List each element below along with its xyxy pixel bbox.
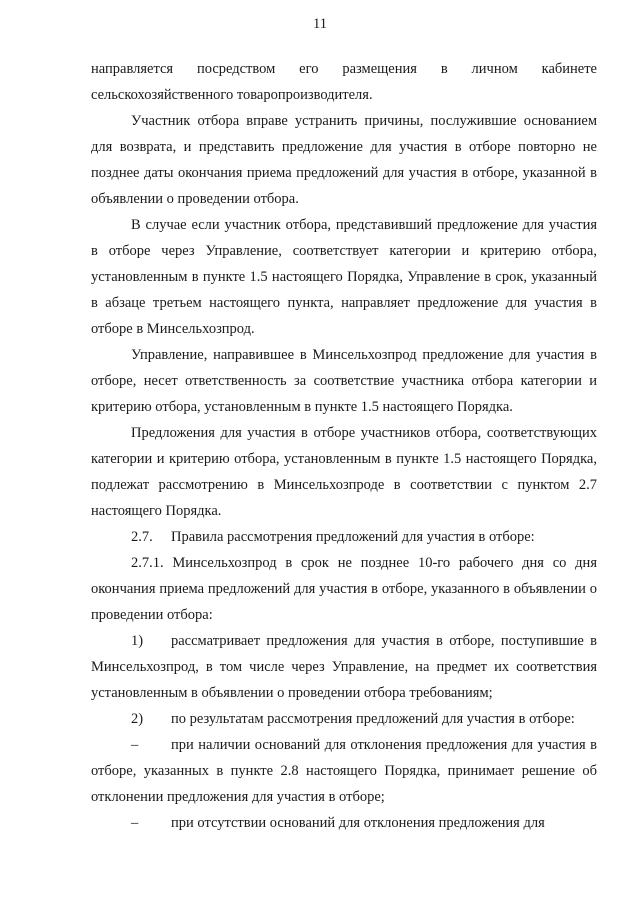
dash-item-no-grounds: [91, 810, 597, 836]
section-title: Правила рассмотрения предложений для участия в отборе:: [171, 529, 535, 545]
list-item-1: [91, 628, 597, 706]
page-body: [91, 56, 597, 836]
paragraph-proposals-review: Предложения для участия в отборе участников отбора, соответствующих категории и критерию отбора, установленным в пункте 1.5 настоящего Порядка, подлежат рассмотрению в Минсельхозпроде в соответствии с пунктом 2.7 настоящего Порядка.: [91, 425, 597, 519]
dash-marker: –: [131, 815, 139, 831]
section-heading-2-7: [91, 524, 597, 550]
list-item-2: [91, 706, 597, 732]
list-marker: 1): [131, 633, 144, 649]
page-number: 11: [313, 16, 327, 32]
list-marker: 2): [131, 711, 144, 727]
paragraph-resubmission: Участник отбора вправе устранить причины, послужившие основанием для возврата, и представить предложение для участия в отборе повторно не позднее даты окончания приема предложений для участия в отборе, указанной в объявлении о проведении отбора.: [91, 113, 597, 207]
dash-item-text: при отсутствии оснований для отклонения предложения для: [171, 815, 545, 831]
list-item-text: рассматривает предложения для участия в отборе, поступившие в Минсельхозпрод, в том числе через Управление, на предмет их соответствия установленным в объявлении о проведении отбора требованиям;: [91, 633, 597, 701]
dash-marker: –: [131, 737, 139, 753]
paragraph-directorate-responsibility: Управление, направившее в Минсельхозпрод предложение для участия в отборе, несет ответственность за соответствие участника отбора категории и критерию отбора, установленным в пункте 1.5 настоящего Порядка.: [91, 347, 597, 415]
paragraph-2-7-1: 2.7.1. Минсельхозпрод в срок не позднее 10-го рабочего дня со дня окончания приема предложений для участия в отборе, указанного в объявлении о проведении отбора:: [91, 555, 597, 623]
dash-item-text: при наличии оснований для отклонения предложения для участия в отборе, указанных в пункте 2.8 настоящего Порядка, принимает решение об отклонении предложения для участия в отборе;: [91, 737, 597, 805]
dash-item-rejection: [91, 732, 597, 810]
paragraph-directorate-forwarding: В случае если участник отбора, представивший предложение для участия в отборе через Управление, соответствует категории и критерию отбора, установленным в пункте 1.5 настоящего Порядка, Управление в срок, указанный в абзаце третьем настоящего пункта, направляет предложение для участия в отборе в Минсельхозпрод.: [91, 217, 597, 337]
section-number: 2.7.: [131, 529, 153, 545]
list-item-text: по результатам рассмотрения предложений для участия в отборе:: [171, 711, 575, 727]
paragraph-continuation: направляется посредством его размещения в личном кабинете сельскохозяйственного товаропроизводителя.: [91, 61, 597, 103]
